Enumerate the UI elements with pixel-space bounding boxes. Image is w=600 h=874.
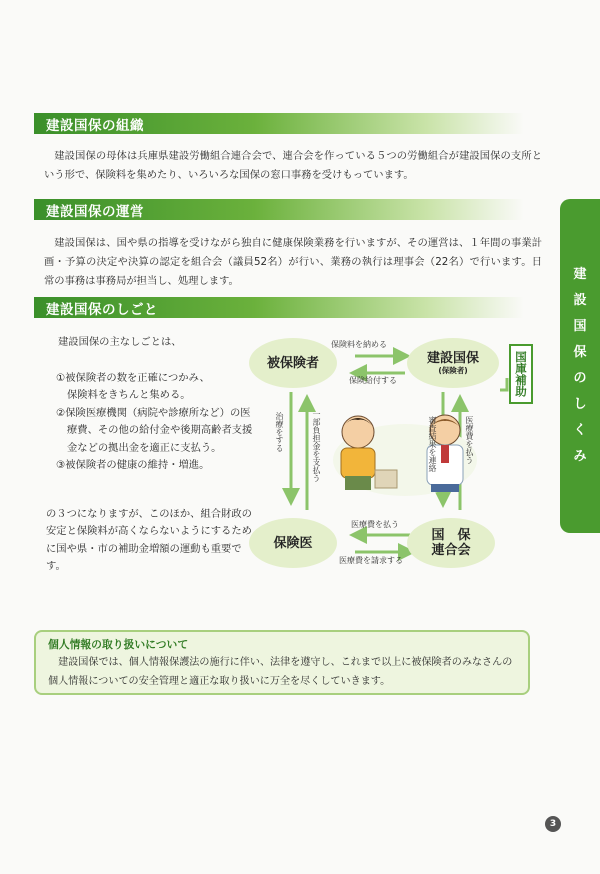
label-treat: 治療をする <box>275 412 284 452</box>
node-insured: 被保険者 <box>249 338 337 388</box>
side-tab-char: 保 <box>573 345 587 360</box>
page-number: 3 <box>545 816 561 832</box>
privacy-title: 個人情報の取り扱いについて <box>48 638 189 651</box>
label-fed-pay: 医療費を払う <box>351 520 399 529</box>
side-tab-char: く <box>573 423 587 438</box>
privacy-text: 建設国保では、個人情報保護法の施行に伴い、法律を遵守し、これまで以上に被保険者のみなさんの個人情報についての安全管理と適正な取り扱いに万全を尽くしていきます。 <box>48 657 513 687</box>
section-title: 建設国保のしごと <box>46 301 158 318</box>
side-tab-char: し <box>573 397 587 412</box>
side-tab-char: み <box>573 449 587 464</box>
work-closing: の３つになりますが、このほか、組合財政の安定と保険料が高くならないようにするために国や県・市の補助金増額の運動も重要です。 <box>46 508 252 573</box>
privacy-notice-box <box>34 630 530 695</box>
label-benefits: 保険給付する <box>349 376 397 385</box>
section-header-management <box>34 199 524 220</box>
national-subsidy-box: 国庫補助 <box>509 344 533 404</box>
node-kenkoku: 建設国保 (保険者) <box>407 338 499 388</box>
section-title: 建設国保の組織 <box>46 117 144 134</box>
doctor-patient-illustration <box>333 415 477 496</box>
arrow-subsidy <box>500 378 507 390</box>
side-tab-char: 建 <box>573 267 587 282</box>
section-header-organization <box>34 113 524 134</box>
organization-text: 建設国保の母体は兵庫県建設労働組合連合会で、連合会を作っている５つの労働組合が建設国保の支所という形で、保険料を集めたり、いろいろな国保の窓口事務を受けもっています。 <box>44 150 542 181</box>
side-tab-char: 設 <box>573 293 587 308</box>
list-item: ②保険医療機関（病院や診療所など）の医療費、その他の給付金や後期高齢者支援金などの拠出金を適正に支払う。 <box>56 406 253 454</box>
label-review: 審査結果を連絡 <box>428 416 437 472</box>
side-tab-char: の <box>573 371 587 386</box>
work-list <box>56 370 254 474</box>
list-item: ③被保険者の健康の維持・増進。 <box>56 459 210 472</box>
node-doctor: 保険医 <box>249 518 337 568</box>
side-tab-char: 国 <box>573 319 587 334</box>
node-federation: 国 保 連合会 <box>407 518 495 568</box>
label-pay-medical: 医療費を払う <box>465 416 474 464</box>
label-pay-premium: 保険料を納める <box>331 340 387 349</box>
label-claim: 医療費を請求する <box>339 556 403 565</box>
work-intro: 建設国保の主なしごとは、 <box>58 336 182 348</box>
kenkoku-flow-diagram <box>255 330 545 575</box>
list-item: ①被保険者の数を正確につかみ、 保険料をきちんと集める。 <box>56 372 210 402</box>
management-text: 建設国保は、国や県の指導を受けながら独自に健康保険業務を行いますが、その運営は、１年間の事業計画・予算の決定や決算の認定を組合会（議員52名）が行い、業務の執行は理事会（22名）で行います。日常の事務は事務局が担当し、処理します。 <box>44 237 542 287</box>
label-copay: 一部負担金を支払う <box>312 410 321 482</box>
section-header-work <box>34 297 524 318</box>
side-tab-kenkoku-system <box>560 199 600 533</box>
section-title: 建設国保の運営 <box>46 203 144 220</box>
